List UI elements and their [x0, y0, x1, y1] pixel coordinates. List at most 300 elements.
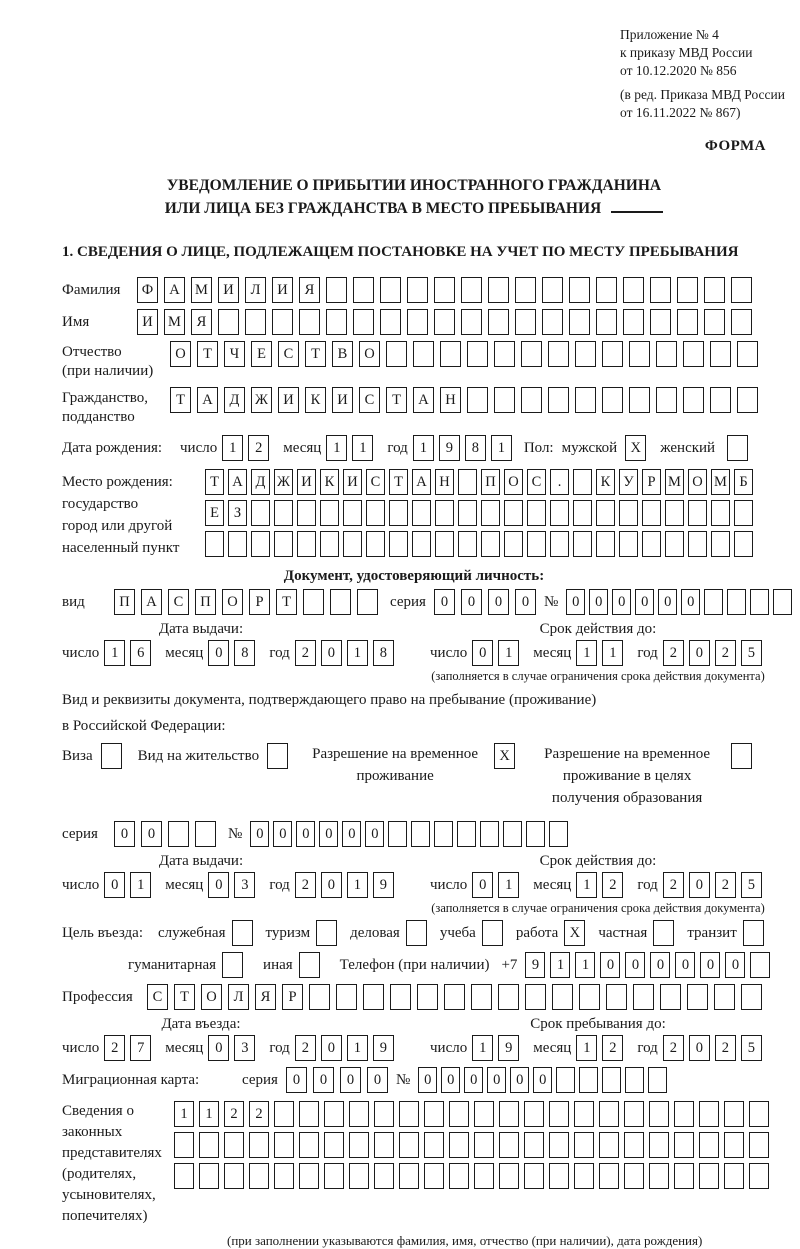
char-box[interactable]	[480, 821, 499, 847]
char-box[interactable]: К	[320, 469, 339, 495]
char-box[interactable]: С	[527, 469, 546, 495]
char-box[interactable]	[457, 821, 476, 847]
char-box[interactable]	[727, 589, 746, 615]
char-box[interactable]: Р	[249, 589, 270, 615]
char-box[interactable]	[737, 387, 758, 413]
char-box[interactable]	[380, 309, 401, 335]
char-box[interactable]	[711, 500, 730, 526]
char-box[interactable]	[749, 1132, 769, 1158]
char-box[interactable]	[549, 1132, 569, 1158]
char-box[interactable]	[573, 531, 592, 557]
char-box[interactable]	[674, 1101, 694, 1127]
char-box[interactable]: Ч	[224, 341, 245, 367]
char-box[interactable]	[435, 500, 454, 526]
char-box[interactable]: Е	[251, 341, 272, 367]
checkbox[interactable]	[222, 952, 243, 978]
char-box[interactable]	[704, 309, 725, 335]
char-box[interactable]	[526, 821, 545, 847]
char-box[interactable]	[407, 277, 428, 303]
char-box[interactable]: М	[665, 469, 684, 495]
char-box[interactable]: 0	[650, 952, 670, 978]
char-box[interactable]	[343, 531, 362, 557]
char-box[interactable]	[556, 1067, 575, 1093]
char-box[interactable]	[274, 531, 293, 557]
char-box[interactable]: И	[218, 277, 239, 303]
char-box[interactable]	[399, 1101, 419, 1127]
char-box[interactable]	[399, 1132, 419, 1158]
char-box[interactable]	[704, 589, 723, 615]
year-box[interactable]: 0	[689, 872, 710, 898]
char-box[interactable]: О	[688, 469, 707, 495]
year-box[interactable]: 5	[741, 640, 762, 666]
char-box[interactable]: 0	[286, 1067, 307, 1093]
char-box[interactable]: К	[305, 387, 326, 413]
char-box[interactable]	[574, 1132, 594, 1158]
char-box[interactable]: Т	[389, 469, 408, 495]
char-box[interactable]	[737, 341, 758, 367]
char-box[interactable]	[461, 309, 482, 335]
char-box[interactable]	[633, 984, 654, 1010]
year-box[interactable]: 2	[663, 872, 684, 898]
char-box[interactable]	[474, 1101, 494, 1127]
char-box[interactable]	[674, 1132, 694, 1158]
char-box[interactable]	[498, 984, 519, 1010]
char-box[interactable]	[649, 1132, 669, 1158]
checkbox[interactable]	[267, 743, 288, 769]
char-box[interactable]: Я	[299, 277, 320, 303]
year-box[interactable]: 2	[663, 640, 684, 666]
char-box[interactable]	[349, 1101, 369, 1127]
char-box[interactable]	[573, 469, 592, 495]
char-box[interactable]	[326, 277, 347, 303]
char-box[interactable]	[374, 1132, 394, 1158]
char-box[interactable]: 0	[114, 821, 135, 847]
char-box[interactable]	[412, 500, 431, 526]
char-box[interactable]	[320, 500, 339, 526]
char-box[interactable]: А	[228, 469, 247, 495]
char-box[interactable]: 0	[625, 952, 645, 978]
female-checkbox[interactable]	[727, 435, 748, 461]
year-box[interactable]: 9	[373, 872, 394, 898]
char-box[interactable]	[440, 341, 461, 367]
char-box[interactable]	[524, 1132, 544, 1158]
char-box[interactable]: 0	[313, 1067, 334, 1093]
char-box[interactable]: Т	[174, 984, 195, 1010]
month-box[interactable]: 1	[326, 435, 347, 461]
char-box[interactable]	[412, 531, 431, 557]
char-box[interactable]	[749, 1101, 769, 1127]
char-box[interactable]	[444, 984, 465, 1010]
char-box[interactable]	[656, 387, 677, 413]
char-box[interactable]	[724, 1101, 744, 1127]
char-box[interactable]	[471, 984, 492, 1010]
char-box[interactable]: О	[170, 341, 191, 367]
char-box[interactable]	[569, 277, 590, 303]
char-box[interactable]: .	[550, 469, 569, 495]
char-box[interactable]	[494, 341, 515, 367]
char-box[interactable]	[299, 1132, 319, 1158]
char-box[interactable]: 0	[515, 589, 536, 615]
char-box[interactable]: С	[359, 387, 380, 413]
char-box[interactable]	[527, 500, 546, 526]
char-box[interactable]: Б	[734, 469, 753, 495]
char-box[interactable]: 2	[224, 1101, 244, 1127]
char-box[interactable]: Л	[245, 277, 266, 303]
day-box[interactable]: 1	[130, 872, 151, 898]
char-box[interactable]	[374, 1101, 394, 1127]
char-box[interactable]: С	[278, 341, 299, 367]
char-box[interactable]	[417, 984, 438, 1010]
char-box[interactable]: 0	[635, 589, 654, 615]
char-box[interactable]	[731, 309, 752, 335]
checkbox[interactable]	[101, 743, 122, 769]
char-box[interactable]	[642, 500, 661, 526]
char-box[interactable]: 0	[589, 589, 608, 615]
char-box[interactable]	[458, 469, 477, 495]
char-box[interactable]: 0	[510, 1067, 529, 1093]
char-box[interactable]: У	[619, 469, 638, 495]
char-box[interactable]	[324, 1163, 344, 1189]
year-box[interactable]: 5	[741, 1035, 762, 1061]
year-box[interactable]: 0	[321, 1035, 342, 1061]
char-box[interactable]	[574, 1163, 594, 1189]
char-box[interactable]	[435, 531, 454, 557]
char-box[interactable]: 0	[725, 952, 745, 978]
checkbox[interactable]	[653, 920, 674, 946]
year-box[interactable]: 2	[295, 1035, 316, 1061]
char-box[interactable]	[324, 1132, 344, 1158]
char-box[interactable]	[363, 984, 384, 1010]
char-box[interactable]: 0	[434, 589, 455, 615]
char-box[interactable]	[624, 1132, 644, 1158]
char-box[interactable]	[336, 984, 357, 1010]
char-box[interactable]: С	[366, 469, 385, 495]
day-box[interactable]: 1	[498, 872, 519, 898]
char-box[interactable]: П	[114, 589, 135, 615]
char-box[interactable]	[299, 1163, 319, 1189]
char-box[interactable]: И	[272, 277, 293, 303]
char-box[interactable]	[525, 984, 546, 1010]
year-box[interactable]: 0	[321, 872, 342, 898]
day-box[interactable]: 2	[104, 1035, 125, 1061]
char-box[interactable]	[297, 500, 316, 526]
year-box[interactable]: 2	[715, 872, 736, 898]
char-box[interactable]	[228, 531, 247, 557]
char-box[interactable]: 0	[600, 952, 620, 978]
char-box[interactable]	[665, 531, 684, 557]
day-box[interactable]: 7	[130, 1035, 151, 1061]
char-box[interactable]	[499, 1101, 519, 1127]
char-box[interactable]	[434, 277, 455, 303]
char-box[interactable]	[674, 1163, 694, 1189]
char-box[interactable]	[503, 821, 522, 847]
char-box[interactable]: И	[278, 387, 299, 413]
char-box[interactable]: Т	[386, 387, 407, 413]
char-box[interactable]	[199, 1163, 219, 1189]
char-box[interactable]	[650, 309, 671, 335]
char-box[interactable]	[199, 1132, 219, 1158]
checkbox[interactable]: X	[494, 743, 515, 769]
char-box[interactable]: 0	[464, 1067, 483, 1093]
day-box[interactable]: 1	[498, 640, 519, 666]
char-box[interactable]	[413, 341, 434, 367]
year-box[interactable]: 1	[413, 435, 434, 461]
char-box[interactable]	[343, 500, 362, 526]
char-box[interactable]	[504, 531, 523, 557]
char-box[interactable]: Т	[276, 589, 297, 615]
char-box[interactable]	[710, 341, 731, 367]
char-box[interactable]	[521, 341, 542, 367]
char-box[interactable]: Т	[170, 387, 191, 413]
month-box[interactable]: 1	[352, 435, 373, 461]
char-box[interactable]: И	[297, 469, 316, 495]
checkbox[interactable]	[482, 920, 503, 946]
char-box[interactable]: 0	[418, 1067, 437, 1093]
char-box[interactable]	[515, 277, 536, 303]
char-box[interactable]	[542, 309, 563, 335]
char-box[interactable]	[548, 341, 569, 367]
char-box[interactable]	[665, 500, 684, 526]
day-box[interactable]: 0	[104, 872, 125, 898]
month-box[interactable]: 2	[602, 872, 623, 898]
char-box[interactable]: Т	[305, 341, 326, 367]
char-box[interactable]	[650, 277, 671, 303]
char-box[interactable]	[467, 387, 488, 413]
day-box[interactable]: 0	[472, 640, 493, 666]
char-box[interactable]	[596, 500, 615, 526]
char-box[interactable]: А	[197, 387, 218, 413]
year-box[interactable]: 2	[715, 640, 736, 666]
char-box[interactable]	[724, 1132, 744, 1158]
char-box[interactable]	[704, 277, 725, 303]
char-box[interactable]: Р	[282, 984, 303, 1010]
char-box[interactable]	[649, 1163, 669, 1189]
day-box[interactable]: 9	[498, 1035, 519, 1061]
char-box[interactable]	[168, 821, 189, 847]
char-box[interactable]: 0	[319, 821, 338, 847]
char-box[interactable]	[656, 341, 677, 367]
char-box[interactable]: М	[711, 469, 730, 495]
char-box[interactable]	[449, 1163, 469, 1189]
char-box[interactable]	[195, 821, 216, 847]
char-box[interactable]	[714, 984, 735, 1010]
char-box[interactable]: 0	[487, 1067, 506, 1093]
male-checkbox[interactable]: X	[625, 435, 646, 461]
year-box[interactable]: 0	[689, 1035, 710, 1061]
char-box[interactable]	[596, 309, 617, 335]
year-box[interactable]: 8	[465, 435, 486, 461]
char-box[interactable]	[494, 387, 515, 413]
char-box[interactable]	[549, 1101, 569, 1127]
char-box[interactable]	[499, 1163, 519, 1189]
month-box[interactable]: 1	[576, 872, 597, 898]
char-box[interactable]	[251, 531, 270, 557]
char-box[interactable]	[386, 341, 407, 367]
char-box[interactable]	[599, 1163, 619, 1189]
char-box[interactable]	[174, 1132, 194, 1158]
char-box[interactable]	[424, 1163, 444, 1189]
char-box[interactable]	[434, 309, 455, 335]
char-box[interactable]	[274, 1163, 294, 1189]
char-box[interactable]	[734, 531, 753, 557]
char-box[interactable]: Т	[197, 341, 218, 367]
char-box[interactable]	[549, 821, 568, 847]
char-box[interactable]: М	[164, 309, 185, 335]
char-box[interactable]	[677, 277, 698, 303]
char-box[interactable]: Ж	[274, 469, 293, 495]
year-box[interactable]: 0	[689, 640, 710, 666]
char-box[interactable]	[623, 309, 644, 335]
char-box[interactable]: С	[147, 984, 168, 1010]
char-box[interactable]	[274, 1132, 294, 1158]
char-box[interactable]	[699, 1163, 719, 1189]
checkbox[interactable]: X	[564, 920, 585, 946]
char-box[interactable]	[699, 1132, 719, 1158]
char-box[interactable]	[297, 531, 316, 557]
char-box[interactable]: О	[359, 341, 380, 367]
char-box[interactable]	[602, 1067, 621, 1093]
char-box[interactable]	[548, 387, 569, 413]
year-box[interactable]: 2	[715, 1035, 736, 1061]
char-box[interactable]	[521, 387, 542, 413]
char-box[interactable]	[731, 277, 752, 303]
char-box[interactable]	[741, 984, 762, 1010]
char-box[interactable]	[579, 984, 600, 1010]
char-box[interactable]	[299, 309, 320, 335]
char-box[interactable]: В	[332, 341, 353, 367]
char-box[interactable]: Е	[205, 500, 224, 526]
char-box[interactable]: П	[481, 469, 500, 495]
char-box[interactable]	[320, 531, 339, 557]
char-box[interactable]: 0	[141, 821, 162, 847]
char-box[interactable]	[366, 531, 385, 557]
char-box[interactable]: И	[137, 309, 158, 335]
char-box[interactable]	[573, 500, 592, 526]
char-box[interactable]: К	[596, 469, 615, 495]
char-box[interactable]: 0	[365, 821, 384, 847]
char-box[interactable]	[488, 309, 509, 335]
char-box[interactable]: Р	[642, 469, 661, 495]
day-box[interactable]: 6	[130, 640, 151, 666]
checkbox[interactable]	[406, 920, 427, 946]
char-box[interactable]	[424, 1101, 444, 1127]
char-box[interactable]	[749, 1163, 769, 1189]
char-box[interactable]	[349, 1163, 369, 1189]
char-box[interactable]: Н	[440, 387, 461, 413]
char-box[interactable]: Д	[224, 387, 245, 413]
char-box[interactable]	[569, 309, 590, 335]
year-box[interactable]: 8	[373, 640, 394, 666]
char-box[interactable]: Д	[251, 469, 270, 495]
char-box[interactable]	[660, 984, 681, 1010]
char-box[interactable]	[309, 984, 330, 1010]
char-box[interactable]: З	[228, 500, 247, 526]
checkbox[interactable]	[316, 920, 337, 946]
char-box[interactable]	[474, 1163, 494, 1189]
char-box[interactable]	[499, 1132, 519, 1158]
char-box[interactable]: П	[195, 589, 216, 615]
char-box[interactable]	[599, 1132, 619, 1158]
char-box[interactable]	[467, 341, 488, 367]
char-box[interactable]	[606, 984, 627, 1010]
char-box[interactable]: 1	[174, 1101, 194, 1127]
char-box[interactable]: 0	[488, 589, 509, 615]
char-box[interactable]	[624, 1101, 644, 1127]
char-box[interactable]	[474, 1132, 494, 1158]
char-box[interactable]	[357, 589, 378, 615]
char-box[interactable]	[596, 277, 617, 303]
char-box[interactable]: 0	[367, 1067, 388, 1093]
day-box[interactable]: 1	[472, 1035, 493, 1061]
char-box[interactable]	[648, 1067, 667, 1093]
char-box[interactable]	[602, 387, 623, 413]
year-box[interactable]: 2	[295, 640, 316, 666]
char-box[interactable]	[550, 531, 569, 557]
char-box[interactable]: Я	[255, 984, 276, 1010]
char-box[interactable]	[330, 589, 351, 615]
month-box[interactable]: 0	[208, 1035, 229, 1061]
char-box[interactable]	[750, 589, 769, 615]
char-box[interactable]	[224, 1163, 244, 1189]
char-box[interactable]	[699, 1101, 719, 1127]
char-box[interactable]	[205, 531, 224, 557]
char-box[interactable]	[274, 500, 293, 526]
char-box[interactable]: 0	[250, 821, 269, 847]
char-box[interactable]	[424, 1132, 444, 1158]
char-box[interactable]	[683, 387, 704, 413]
month-box[interactable]: 0	[208, 640, 229, 666]
char-box[interactable]	[218, 309, 239, 335]
char-box[interactable]	[527, 531, 546, 557]
char-box[interactable]: 0	[461, 589, 482, 615]
char-box[interactable]: Т	[205, 469, 224, 495]
char-box[interactable]	[249, 1163, 269, 1189]
char-box[interactable]	[251, 500, 270, 526]
year-box[interactable]: 0	[321, 640, 342, 666]
char-box[interactable]: О	[201, 984, 222, 1010]
char-box[interactable]	[649, 1101, 669, 1127]
char-box[interactable]: О	[504, 469, 523, 495]
day-box[interactable]: 1	[104, 640, 125, 666]
char-box[interactable]	[623, 277, 644, 303]
char-box[interactable]: 9	[525, 952, 545, 978]
char-box[interactable]: И	[343, 469, 362, 495]
char-box[interactable]	[579, 1067, 598, 1093]
checkbox[interactable]	[232, 920, 253, 946]
char-box[interactable]	[245, 309, 266, 335]
month-box[interactable]: 1	[602, 640, 623, 666]
year-box[interactable]: 5	[741, 872, 762, 898]
char-box[interactable]: 0	[296, 821, 315, 847]
char-box[interactable]: 1	[550, 952, 570, 978]
char-box[interactable]	[481, 500, 500, 526]
year-box[interactable]: 2	[295, 872, 316, 898]
char-box[interactable]	[549, 1163, 569, 1189]
char-box[interactable]	[677, 309, 698, 335]
char-box[interactable]	[629, 341, 650, 367]
year-box[interactable]: 9	[373, 1035, 394, 1061]
year-box[interactable]: 1	[347, 1035, 368, 1061]
char-box[interactable]	[515, 309, 536, 335]
char-box[interactable]	[353, 277, 374, 303]
month-box[interactable]: 2	[602, 1035, 623, 1061]
char-box[interactable]	[542, 277, 563, 303]
char-box[interactable]	[711, 531, 730, 557]
year-box[interactable]: 1	[347, 872, 368, 898]
char-box[interactable]: 1	[575, 952, 595, 978]
char-box[interactable]	[324, 1101, 344, 1127]
char-box[interactable]: Н	[435, 469, 454, 495]
